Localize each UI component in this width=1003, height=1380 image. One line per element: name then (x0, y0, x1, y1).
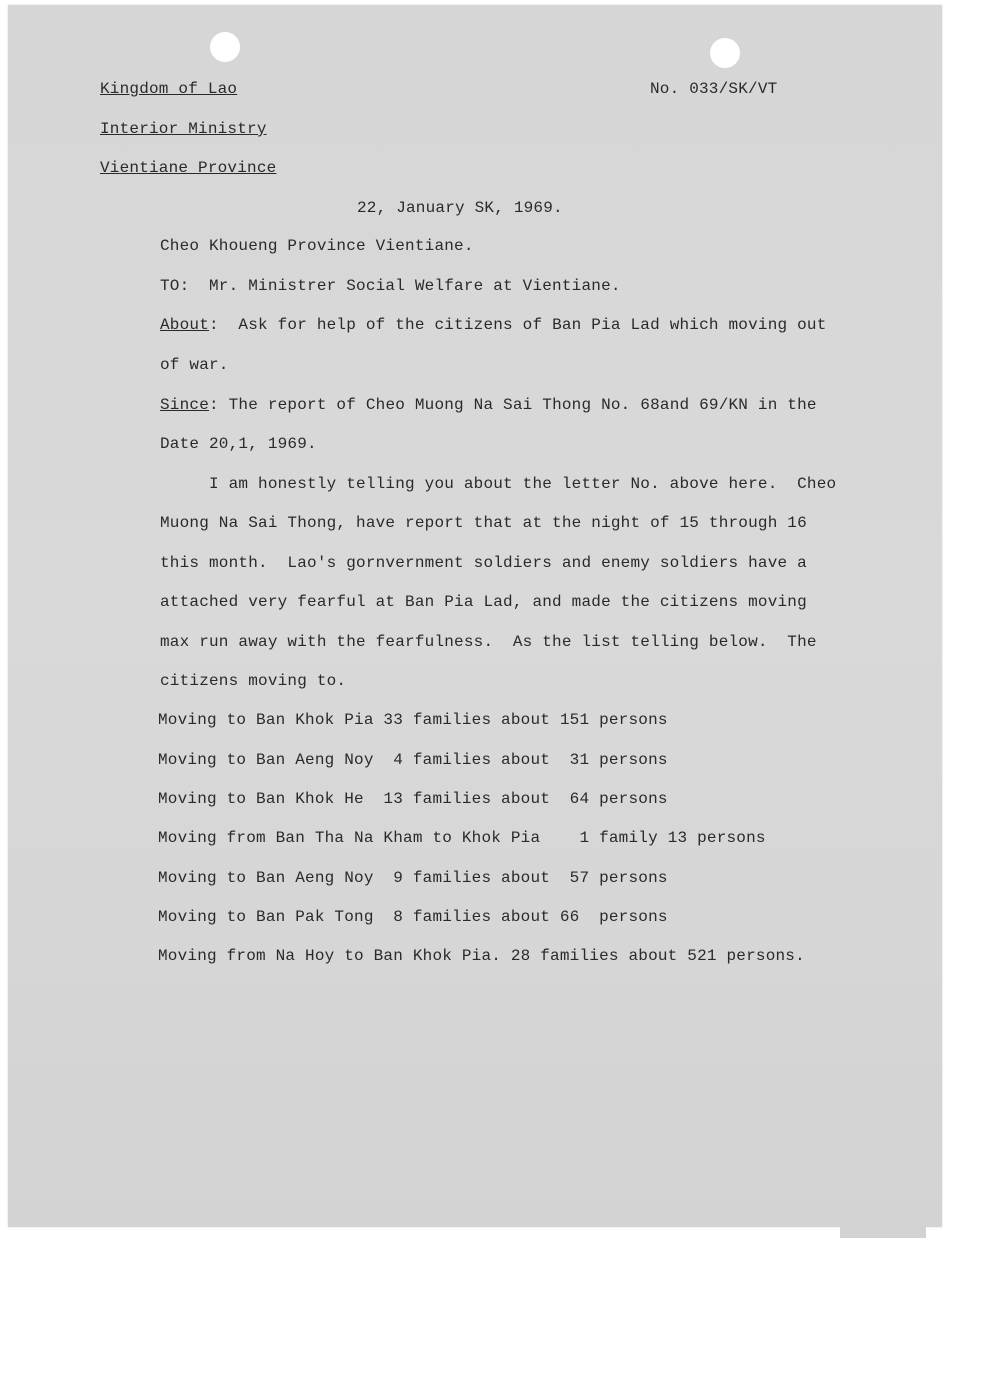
body-line: attached very fearful at Ban Pia Lad, and made the citizens moving (160, 593, 807, 611)
movement-item: Moving to Ban Pak Tong 8 families about 66 persons (158, 908, 668, 926)
body-line: this month. Lao's gornvernment soldiers and enemy soldiers have a (160, 554, 807, 572)
about-line (160, 315, 827, 335)
org-kingdom: Kingdom of Lao (100, 80, 238, 98)
movement-item: Moving to Ban Khok Pia 33 families about 151 persons (158, 711, 668, 729)
page-edge (840, 1222, 926, 1238)
letter-date: 22, January SK, 1969. (357, 199, 563, 217)
body-line: max run away with the fearfulness. As the list telling below. The (160, 633, 817, 651)
movement-item: Moving to Ban Khok He 13 families about 64 persons (158, 790, 668, 808)
since-label: Since (160, 396, 210, 414)
org-ministry: Interior Ministry (100, 120, 267, 138)
punch-hole-left (210, 32, 240, 62)
reference-number: No. 033/SK/VT (650, 80, 778, 98)
since-line-2: Date 20,1, 1969. (160, 435, 317, 453)
body-line: citizens moving to. (160, 672, 347, 690)
movement-item: Moving to Ban Aeng Noy 4 families about 31 persons (158, 751, 668, 769)
about-label: About (160, 316, 210, 334)
about-line-2: of war. (160, 356, 229, 374)
sender-line: Cheo Khoueng Province Vientiane. (160, 237, 474, 255)
about-text: : Ask for help of the citizens of Ban Pia Lad which moving out (209, 316, 827, 334)
movement-item: Moving to Ban Aeng Noy 9 families about 57 persons (158, 869, 668, 887)
since-line (160, 395, 817, 415)
since-text: : The report of Cheo Muong Na Sai Thong No. 68and 69/KN in the (209, 396, 817, 414)
body-line: I am honestly telling you about the letter No. above here. Cheo (160, 475, 837, 493)
punch-hole-right (710, 38, 740, 68)
document-page (8, 5, 942, 1227)
movement-item: Moving from Na Hoy to Ban Khok Pia. 28 families about 521 persons. (158, 947, 805, 965)
recipient-line: TO: Mr. Ministrer Social Welfare at Vientiane. (160, 277, 621, 295)
body-line: Muong Na Sai Thong, have report that at the night of 15 through 16 (160, 514, 807, 532)
movement-item: Moving from Ban Tha Na Kham to Khok Pia 1 family 13 persons (158, 829, 766, 847)
org-province: Vientiane Province (100, 159, 277, 177)
